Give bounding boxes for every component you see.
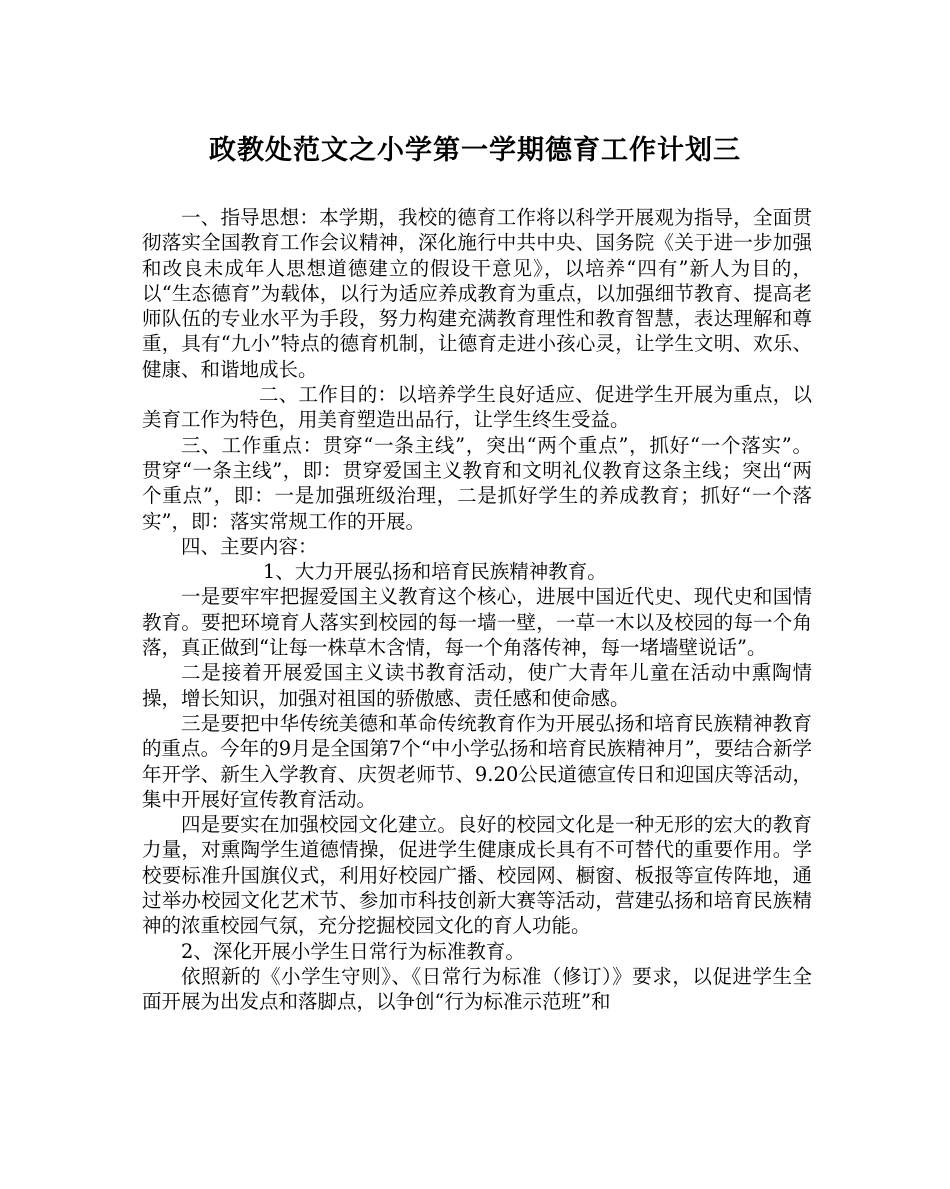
paragraph-point-four: 四是要实在加强校园文化建立。良好的校园文化是一种无形的宏大的教育力量，对熏陶学生道德情操，促进学生健康成长具有不可替代的重要作用。学校要标准升国旗仪式，利用好校园广播、校园网、橱窗、板报等宣传阵地，通过举办校园文化艺术节、参加市科技创新大赛等活动，营建弘扬和培育民族精神的浓重校园气氛，充分挖掘校园文化的育人功能。 (142, 813, 812, 938)
paragraph-point-three: 三是要把中华传统美德和革命传统教育作为开展弘扬和培育民族精神教育的重点。今年的9月是全国第7个“中小学弘扬和培育民族精神月”，要结合新学年开学、新生入学教育、庆贺老师节、9.20公民道德宣传日和迎国庆等活动，集中开展好宣传教育活动。 (142, 711, 812, 811)
paragraph-guiding-ideology: 一、指导思想：本学期，我校的德育工作将以科学开展观为指导，全面贯彻落实全国教育工作会议精神，深化施行中共中央、国务院《关于进一步加强和改良未成年人思想道德建立的假设干意见》，以培养“四有”新人为目的，以“生态德育”为载体，以行为适应养成教育为重点，以加强细节教育、提高老师队伍的专业水平为手段，努力构建充满教育理性和教育智慧，表达理解和尊重，具有“九小”特点的德育机制，让德育走进小孩心灵，让学生文明、欢乐、健康、和谐地成长。 (142, 206, 812, 381)
paragraph-section-1-heading: 1、大力开展弘扬和培育民族精神教育。 (262, 560, 607, 584)
document-body (142, 205, 812, 1015)
paragraph-work-focus: 三、工作重点：贯穿“一条主线”，突出“两个重点”，抓好“一个落实”。 贯穿“一条主线”，即：贯穿爱国主义教育和文明礼仪教育这条主线；突出“两个重点”，即：一是加强班级治理，二是抓好学生的养成教育；抓好“一个落实”，即：落实常规工作的开展。 (142, 433, 812, 533)
document-title: 政教处范文之小学第一学期德育工作计划三 (209, 135, 741, 166)
paragraph-section-2-body: 依照新的《小学生守则》、《日常行为标准（修订）》要求，以促进学生全面开展为出发点和落脚点，以争创“行为标准示范班”和 (142, 964, 812, 1014)
paragraph-section-2-heading: 2、深化开展小学生日常行为标准教育。 (181, 939, 525, 963)
paragraph-point-one: 一是要牢牢把握爱国主义教育这个核心，进展中国近代史、现代史和国情教育。要把环境育人落实到校园的每一墙一壁，一草一木以及校园的每一个角落，真正做到“让每一株草木含情，每一个角落传神，每一堵墙壁说话”。 (142, 585, 812, 660)
paragraph-main-content-heading: 四、主要内容： (181, 534, 318, 558)
paragraph-point-two: 二是接着开展爱国主义读书教育活动，使广大青年儿童在活动中熏陶情操，增长知识，加强对祖国的骄傲感、责任感和使命感。 (142, 661, 812, 710)
paragraph-work-goals: 二、工作目的：以培养学生良好适应、促进学生开展为重点，以美育工作为特色，用美育塑造出品行，让学生终生受益。 (142, 383, 812, 432)
